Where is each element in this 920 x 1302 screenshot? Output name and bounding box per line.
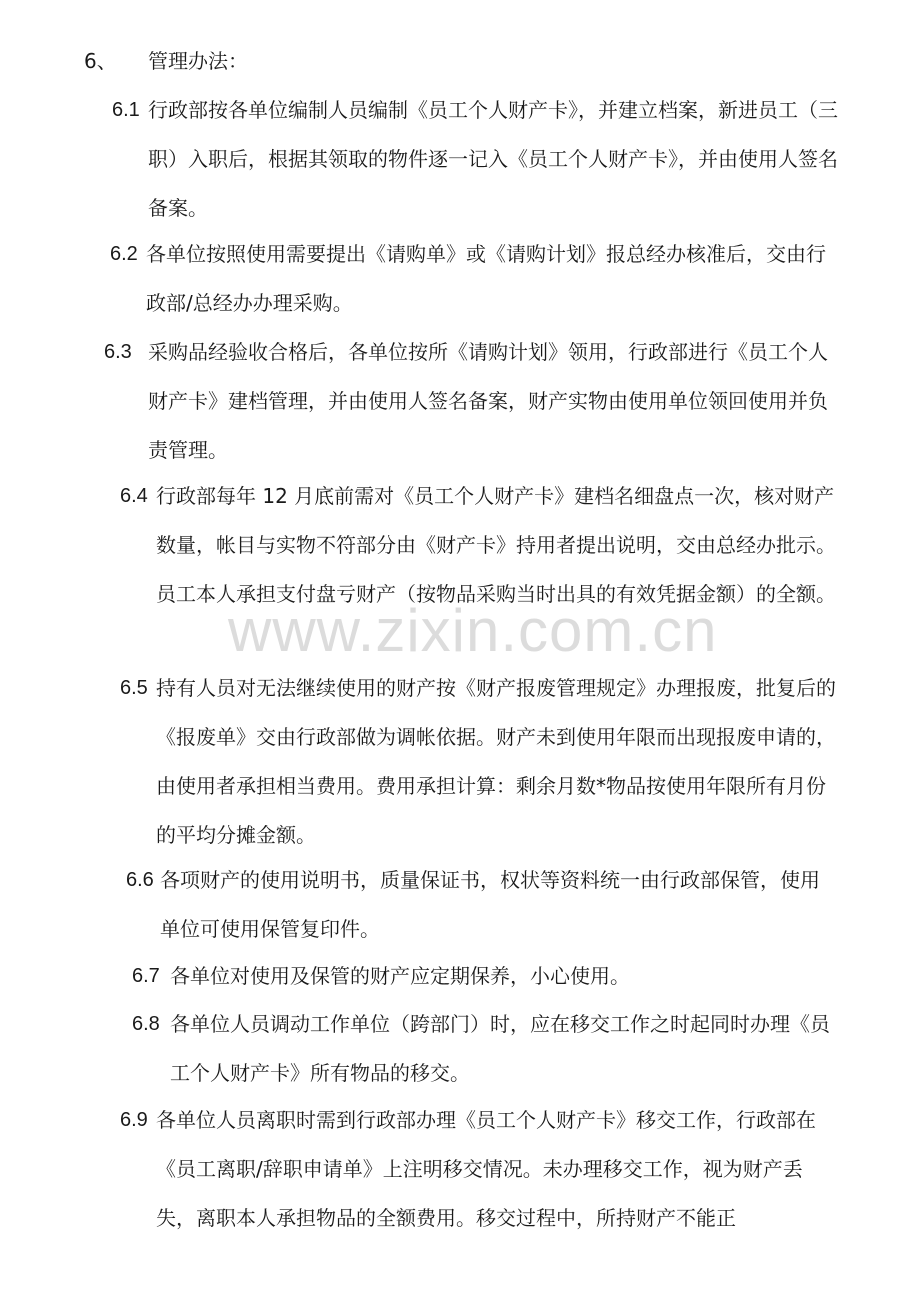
clause-number: 6.1 — [112, 99, 140, 121]
clause-text: 持有人员对无法继续使用的财产按《财产报废管理规定》办理报废，批复后的《报废单》交由行政部做为调帐依据。财产未到使用年限而出现报废申请的，由使用者承担相当费用。费用承担计算：剩余月数*物品按使用年限所有月份的平均分摊金额。 — [156, 676, 836, 847]
clause-text: 各单位人员调动工作单位（跨部门）时，应在移交工作之时起同时办理《员工个人财产卡》所有物品的移交。 — [170, 1012, 830, 1085]
clause-number: 6.7 — [132, 965, 160, 987]
clause-6-9 — [120, 1096, 838, 1243]
clause-number: 6.2 — [110, 243, 138, 265]
clause-6-1 — [112, 86, 838, 233]
clause-number: 6.8 — [132, 1013, 160, 1035]
clause-text: 各单位对使用及保管的财产应定期保养，小心使用。 — [170, 964, 630, 988]
clause-6-6 — [126, 856, 838, 954]
clause-number: 6.5 — [120, 677, 148, 699]
clause-6-2 — [110, 230, 838, 328]
clause-text: 采购品经验收合格后，各单位按所《请购计划》领用，行政部进行《员工个人财产卡》建档管理，并由使用人签名备案，财产实物由使用单位领回使用并负责管理。 — [148, 340, 828, 462]
clause-number: 6.3 — [104, 341, 132, 363]
clause-number: 6.9 — [120, 1109, 148, 1131]
clause-6-7 — [132, 952, 838, 1001]
clause-6-5 — [120, 664, 838, 860]
section-heading — [84, 46, 248, 76]
clause-number: 6.4 — [120, 485, 148, 507]
clause-6-8 — [132, 1000, 838, 1098]
watermark: www.zixin.com.cn — [228, 597, 718, 664]
section-title: 管理办法： — [148, 49, 248, 73]
clause-text: 各单位人员离职时需到行政部办理《员工个人财产卡》移交工作，行政部在《员工离职/辞职申请单》上注明移交情况。未办理移交工作，视为财产丢失，离职本人承担物品的全额费用。移交过程中，所持财产不能正 — [156, 1108, 816, 1230]
clause-6-4 — [120, 472, 838, 619]
clause-text: 各项财产的使用说明书，质量保证书，权状等资料统一由行政部保管，使用单位可使用保管复印件。 — [160, 868, 820, 941]
clause-text: 行政部按各单位编制人员编制《员工个人财产卡》，并建立档案，新进员工（三职）入职后，根据其领取的物件逐一记入《员工个人财产卡》，并由使用人签名备案。 — [148, 98, 838, 220]
clause-number: 6.6 — [126, 869, 154, 891]
clause-text: 各单位按照使用需要提出《请购单》或《请购计划》报总经办核准后，交由行政部/总经办办理采购。 — [146, 242, 826, 315]
clause-6-3 — [104, 328, 838, 475]
section-number: 6、 — [84, 49, 117, 73]
clause-text: 行政部每年 12 月底前需对《员工个人财产卡》建档名细盘点一次，核对财产数量，帐目与实物不符部分由《财产卡》持用者提出说明，交由总经办批示。员工本人承担支付盘亏财产（按物品采购当时出具的有效凭据金额）的全额。 — [156, 484, 836, 606]
